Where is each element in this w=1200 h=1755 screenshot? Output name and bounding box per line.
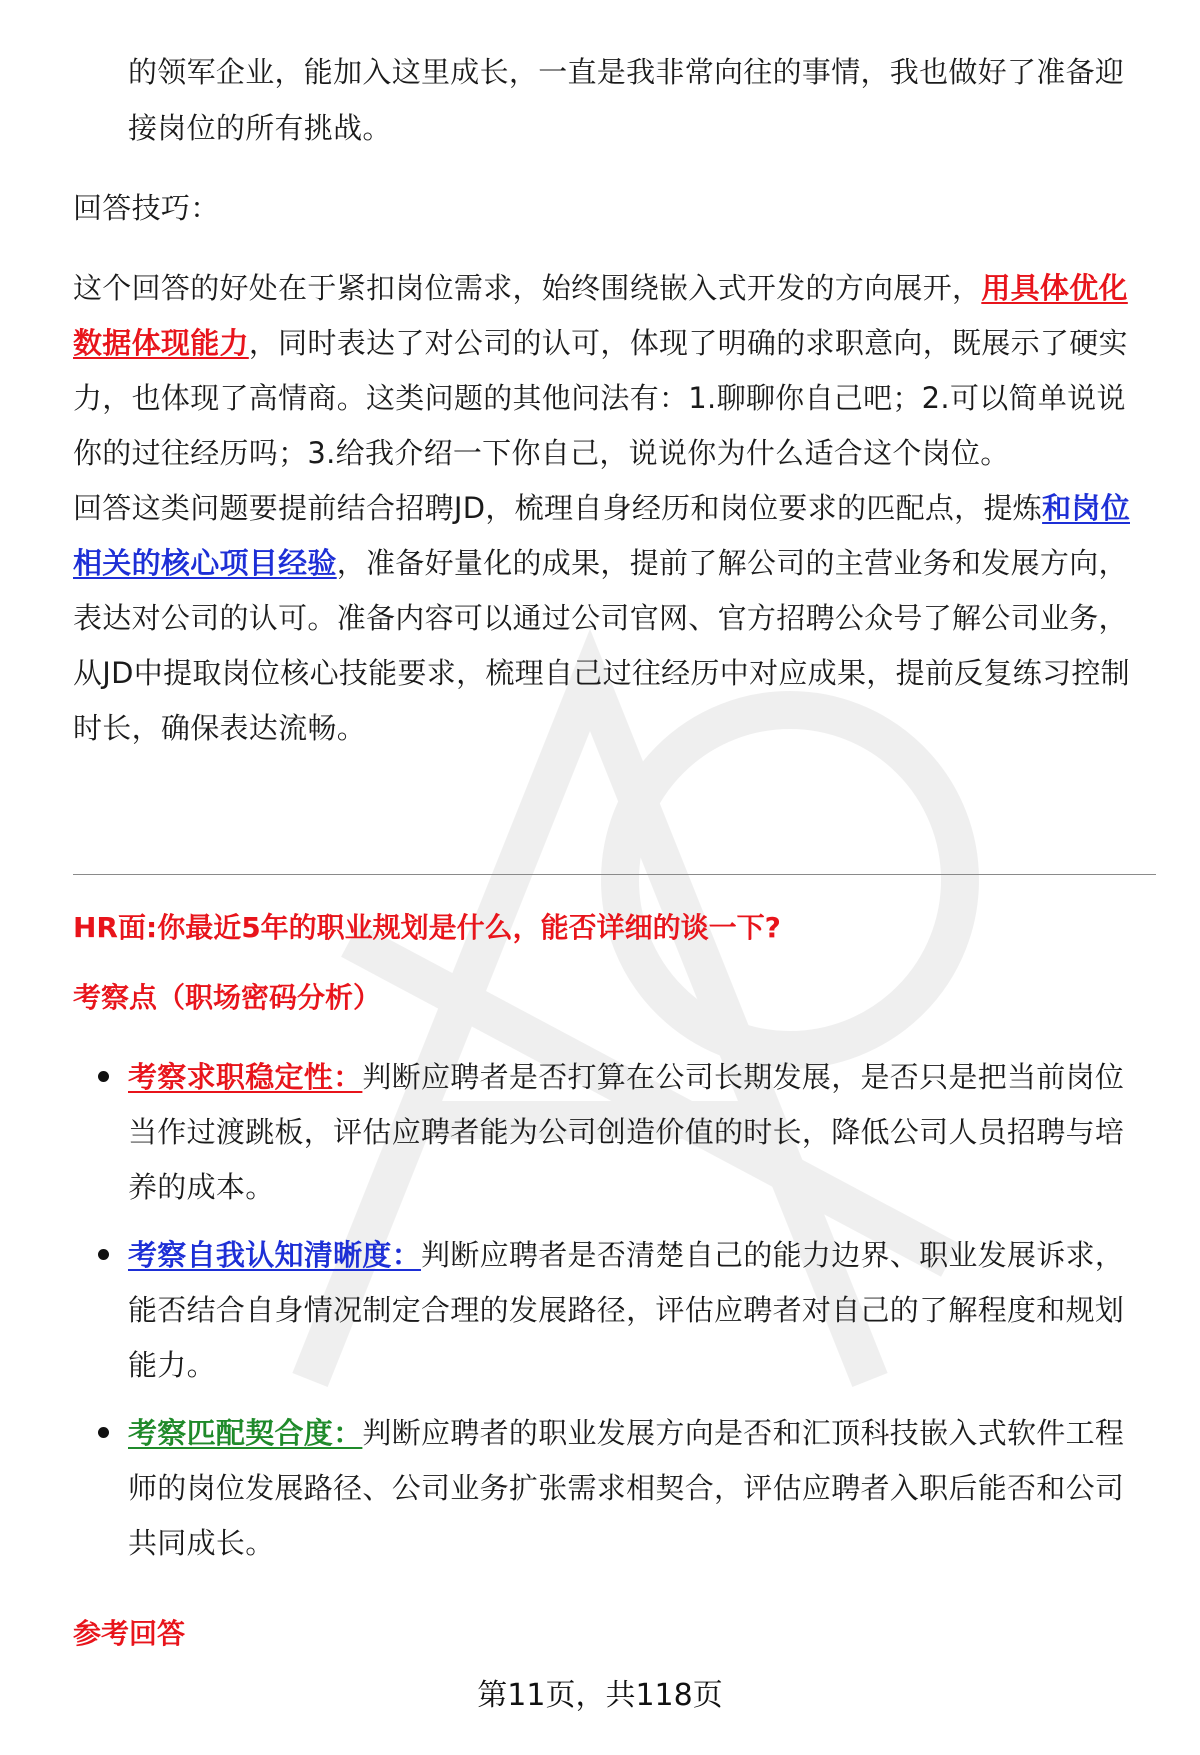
highlight-red: 用具体优化 — [981, 271, 1128, 305]
tips-p2-text: ，准备好量化的成果，提前了解公司的主营业务和发展方向， — [336, 546, 1128, 580]
intro-line-1: 的领军企业，能加入这里成长，一直是我非常向往的事情，我也做好了准备迎 — [128, 55, 1125, 89]
bullet-2-label: 考察自我认知清晰度： — [128, 1238, 422, 1272]
tips-p1-text: 这个回答的好处在于紧扣岗位需求，始终围绕嵌入式开发的方向展开， — [73, 271, 982, 305]
tips-paragraph-2-line-4: 从JD中提取岗位核心技能要求，梳理自己过往经历中对应成果，提前反复练习控制 — [73, 656, 1130, 690]
highlight-red: 数据体现能力 — [73, 326, 249, 360]
tips-p2-text: 回答这类问题要提前结合招聘JD，梳理自身经历和岗位要求的匹配点，提炼 — [73, 491, 1043, 525]
bullet-dot — [98, 1249, 109, 1260]
bullet-2-text: 判断应聘者是否清楚自己的能力边界、职业发展诉求， — [421, 1238, 1125, 1272]
bullet-1-line-2: 当作过渡跳板，评估应聘者能为公司创造价值的时长，降低公司人员招聘与培 — [128, 1115, 1125, 1149]
bullet-3-line-1 — [128, 1403, 1148, 1463]
analysis-heading: 考察点（职场密码分析） — [73, 981, 382, 1014]
tips-paragraph-2-line-5: 时长，确保表达流畅。 — [73, 711, 367, 745]
question-heading: HR面:你最近5年的职业规划是什么，能否详细的谈一下? — [73, 911, 781, 944]
bullet-dot — [98, 1427, 109, 1438]
bullet-3-line-2: 师的岗位发展路径、公司业务扩张需求相契合，评估应聘者入职后能否和公司 — [128, 1471, 1125, 1505]
bullet-1-line-1 — [128, 1047, 1148, 1107]
tips-paragraph-1-line-3: 力，也体现了高情商。这类问题的其他问法有：1.聊聊你自己吧；2.可以简单说说 — [73, 381, 1126, 415]
tips-paragraph-2-line-2 — [73, 533, 1158, 593]
page-number-footer: 第11页，共118页 — [477, 1678, 723, 1713]
divider — [73, 874, 1156, 875]
bullet-1-text: 判断应聘者是否打算在公司长期发展，是否只是把当前岗位 — [362, 1060, 1125, 1094]
tips-p1-text: ，同时表达了对公司的认可，体现了明确的求职意向，既展示了硬实 — [248, 326, 1128, 360]
intro-line-2: 接岗位的所有挑战。 — [128, 111, 392, 145]
tips-paragraph-1-line-2 — [73, 313, 1158, 373]
bullet-2-line-1 — [128, 1225, 1148, 1285]
highlight-blue: 和岗位 — [1042, 491, 1130, 525]
bullet-3-line-3: 共同成长。 — [128, 1526, 275, 1560]
tips-paragraph-1-line-1 — [73, 258, 1158, 318]
bullet-3-text: 判断应聘者的职业发展方向是否和汇顶科技嵌入式软件工程 — [362, 1416, 1125, 1450]
reference-answer-heading: 参考回答 — [73, 1617, 186, 1650]
tips-paragraph-1-line-4: 你的过往经历吗；3.给我介绍一下你自己，说说你为什么适合这个岗位。 — [73, 436, 1010, 470]
tips-paragraph-2-line-3: 表达对公司的认可。准备内容可以通过公司官网、官方招聘公众号了解公司业务， — [73, 601, 1128, 635]
tips-paragraph-2-line-1 — [73, 478, 1158, 538]
bullet-1-line-3: 养的成本。 — [128, 1170, 275, 1204]
bullet-3-label: 考察匹配契合度： — [128, 1416, 363, 1450]
bullet-dot — [98, 1071, 109, 1082]
bullet-2-line-2: 能否结合自身情况制定合理的发展路径，评估应聘者对自己的了解程度和规划 — [128, 1293, 1125, 1327]
bullet-2-line-3: 能力。 — [128, 1348, 216, 1382]
bullet-1-label: 考察求职稳定性： — [128, 1060, 363, 1094]
tips-label: 回答技巧： — [73, 191, 220, 225]
highlight-blue: 相关的核心项目经验 — [73, 546, 337, 580]
